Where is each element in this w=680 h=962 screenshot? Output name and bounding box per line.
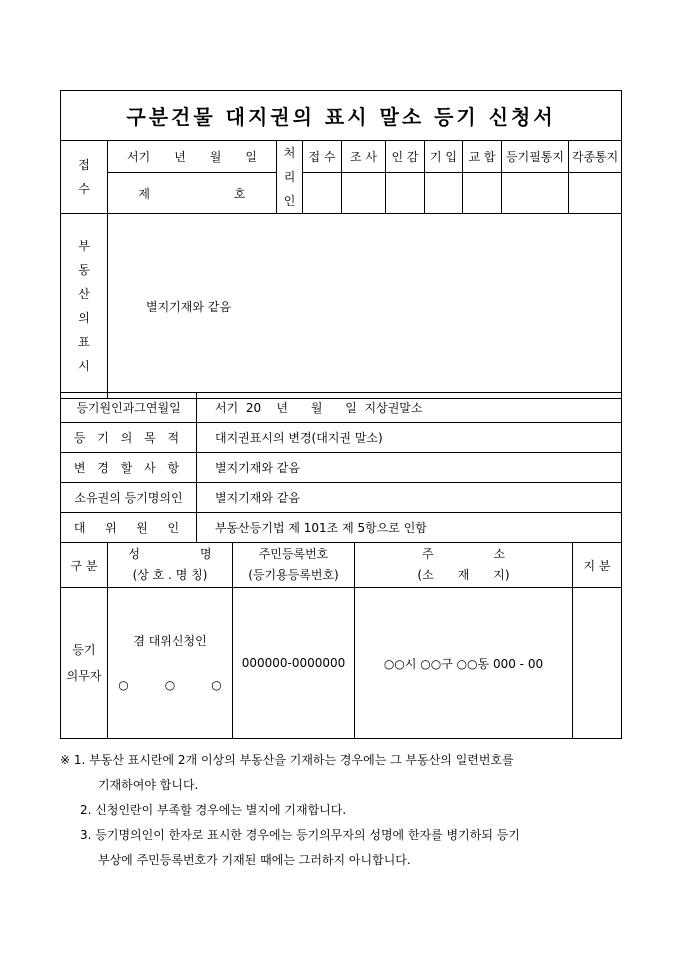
field-value: 별지기재와 같음 [197,453,622,483]
investigation-cell[interactable] [342,173,386,214]
reception-date: 서기 년 월 일 [108,141,277,173]
reception-number: 제 호 [108,173,277,214]
row-category: 등기 의무자 [61,588,108,739]
field-value: 대지권표시의 변경(대지권 말소) [197,423,622,453]
note-2: 2. 신청인란이 부족할 경우에는 별지에 기재합니다. [80,803,347,817]
receipt-cell[interactable] [303,173,342,214]
note-3: 3. 등기명의인이 한자로 표시한 경우에는 등기의무자의 성명에 한자를 병기하되 등기 [80,828,520,842]
header-category: 구 분 [61,543,108,588]
field-label: 등기원인과그연월일 [61,393,197,423]
note-1-cont: 기재하여야 합니다. [98,778,199,792]
header-share: 지 분 [573,543,622,588]
col-entry: 기 입 [425,141,463,173]
field-value: 서기 20 년 월 일 지상권말소 [197,393,622,423]
check-cell[interactable] [463,173,502,214]
field-value: 부동산등기법 제 101조 제 5항으로 인함 [197,513,622,543]
row-id: 000000-0000000 [233,588,355,739]
header-name: 성 명 (상 호 . 명 칭) [108,543,233,588]
entry-cell[interactable] [425,173,463,214]
reception-table [60,90,622,399]
row-share [573,588,622,739]
seal-cell[interactable] [386,173,425,214]
header-id: 주민등록번호 (등기용등록번호) [233,543,355,588]
party-table [60,542,622,739]
field-value: 별지기재와 같음 [197,483,622,513]
col-completion-notice: 등기필통지 [502,141,569,173]
fields-table [60,392,622,543]
field-label: 등 기 의 목 적 [61,423,197,453]
property-label: 부 동 산 의 표 시 [61,214,108,399]
field-label: 소유권의 등기명의인 [61,483,197,513]
col-investigation: 조 사 [342,141,386,173]
header-address: 주 소 (소 재 지) [355,543,573,588]
page-title: 구분건물 대지권의 표시 말소 등기 신청서 [61,91,622,141]
row-address: ○○시 ○○구 ○○동 000 - 00 [355,588,573,739]
field-label: 변 경 할 사 항 [61,453,197,483]
notes [60,748,630,873]
col-check: 교 합 [463,141,502,173]
property-value: 별지기재와 같음 [108,214,622,399]
reception-label: 접 수 [61,141,108,214]
processor-label: 처 리 인 [277,141,303,214]
completion-notice-cell[interactable] [502,173,569,214]
field-label: 대 위 원 인 [61,513,197,543]
row-name: 겸 대위신청인 ○ ○ ○ [108,588,233,739]
note-1: ※ 1. 부동산 표시란에 2개 이상의 부동산을 기재하는 경우에는 그 부동산의 일련번호를 [60,753,514,767]
various-notice-cell[interactable] [569,173,622,214]
col-various-notice: 각종통지 [569,141,622,173]
col-seal: 인 감 [386,141,425,173]
note-3-cont: 부상에 주민등록번호가 기재된 때에는 그러하지 아니합니다. [98,853,411,867]
col-receipt: 접 수 [303,141,342,173]
